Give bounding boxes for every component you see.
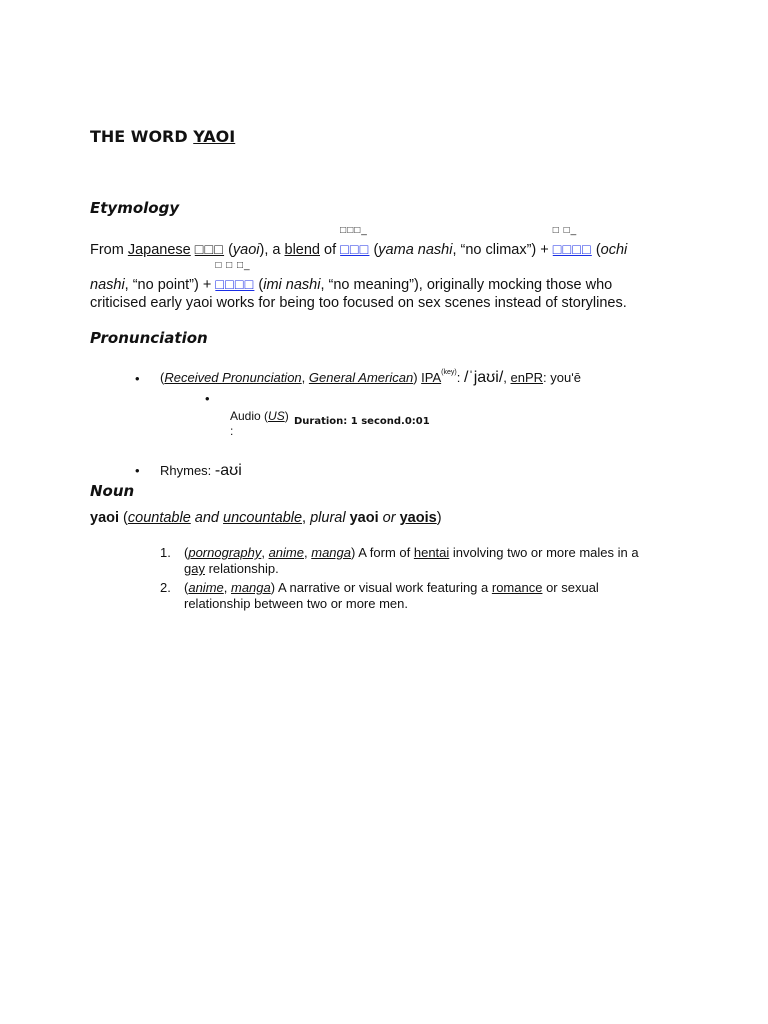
kanji-yama-nashi[interactable]: □□□ xyxy=(340,242,370,258)
ruby-text-3: □ □ □_ xyxy=(215,260,251,271)
ipa-transcription: /ˈjaʊi/ xyxy=(463,369,504,386)
headword: yaoi xyxy=(90,510,120,526)
pronunciation-ipa-line: (Received Pronunciation, General American) $IPA^{(key)}$: /ˈjaʊi/, enPR: youʹē xyxy=(160,369,581,386)
noun-headword-line: yaoi (countable and uncountable, plural yaoi or yaois) xyxy=(90,510,442,526)
ruby-imi-nashi xyxy=(215,260,255,294)
bullet-dot-sub: • xyxy=(205,391,210,406)
audio-player-duration[interactable]: Duration: 1 second.0:01 xyxy=(294,416,430,427)
list-item: 1. (pornography, anime, manga) A form of hentai involving two or more males in a gay relationship. xyxy=(160,545,639,576)
kanji-imi-nashi[interactable]: □□□□ xyxy=(215,277,255,293)
link-rhymes[interactable]: -aʊi xyxy=(214,462,242,479)
sense-list xyxy=(160,545,660,615)
ruby-text-2: □ □_ xyxy=(552,225,578,236)
bullet-dot: • xyxy=(135,463,140,478)
link-gay[interactable]: gay xyxy=(184,561,205,576)
link-anime[interactable]: anime xyxy=(188,580,224,595)
link-us[interactable]: US xyxy=(268,409,285,423)
link-hentai[interactable]: hentai xyxy=(413,545,450,560)
noun-heading: Noun xyxy=(90,482,135,500)
link-blend[interactable]: blend xyxy=(284,242,320,258)
link-anime[interactable]: anime xyxy=(268,545,304,560)
ruby-text-1: □□□_ xyxy=(340,225,368,236)
title-link-yaoi[interactable]: YAOI xyxy=(193,127,236,146)
pronunciation-heading: Pronunciation xyxy=(90,329,208,347)
link-yaois[interactable]: yaois xyxy=(399,510,437,526)
link-ipa-key[interactable]: (key) xyxy=(441,369,457,376)
link-ipa[interactable]: IPA xyxy=(421,370,442,385)
link-japanese[interactable]: Japanese xyxy=(127,242,191,258)
link-enpr[interactable]: enPR xyxy=(510,370,544,385)
link-manga[interactable]: manga xyxy=(231,580,271,595)
bullet-dot: • xyxy=(135,371,140,386)
link-rp[interactable]: Received Pronunciation xyxy=(164,370,302,385)
yaoi-kanji[interactable]: □□□ xyxy=(194,242,225,258)
link-ga[interactable]: General American xyxy=(308,370,414,385)
link-countable[interactable]: countable xyxy=(127,510,191,526)
ruby-yama-nashi xyxy=(340,225,370,259)
link-uncountable[interactable]: uncountable xyxy=(223,510,303,526)
link-romance[interactable]: romance xyxy=(491,580,543,595)
link-manga[interactable]: manga xyxy=(311,545,351,560)
rhymes-line: Rhymes: -aʊi xyxy=(160,462,242,479)
list-item: 2. (anime, manga) A narrative or visual work featuring a romance or sexual relationship between two or more men. xyxy=(160,580,599,611)
ruby-ochi-nashi xyxy=(552,225,592,259)
etymology-paragraph: From Japanese □□□ (yaoi), a blend of □□□_ □□□ (yama nashi, “no climax”) + □ □_ □□□□ (ochi nashi, “no point”) + □ □ □_ □□□□ (imi nashi, “no meaning”), originally mocking those who criticised early yaoi works for being too focused on sex scenes instead of storylines. xyxy=(90,241,665,312)
etymology-heading: Etymology xyxy=(90,199,180,217)
audio-item: Audio (US) : Duration: 1 second.0:01 xyxy=(230,409,430,438)
kanji-ochi-nashi[interactable]: □□□□ xyxy=(552,242,592,258)
page-title: THE WORD YAOI xyxy=(90,127,236,146)
link-pornography[interactable]: pornography xyxy=(188,545,262,560)
